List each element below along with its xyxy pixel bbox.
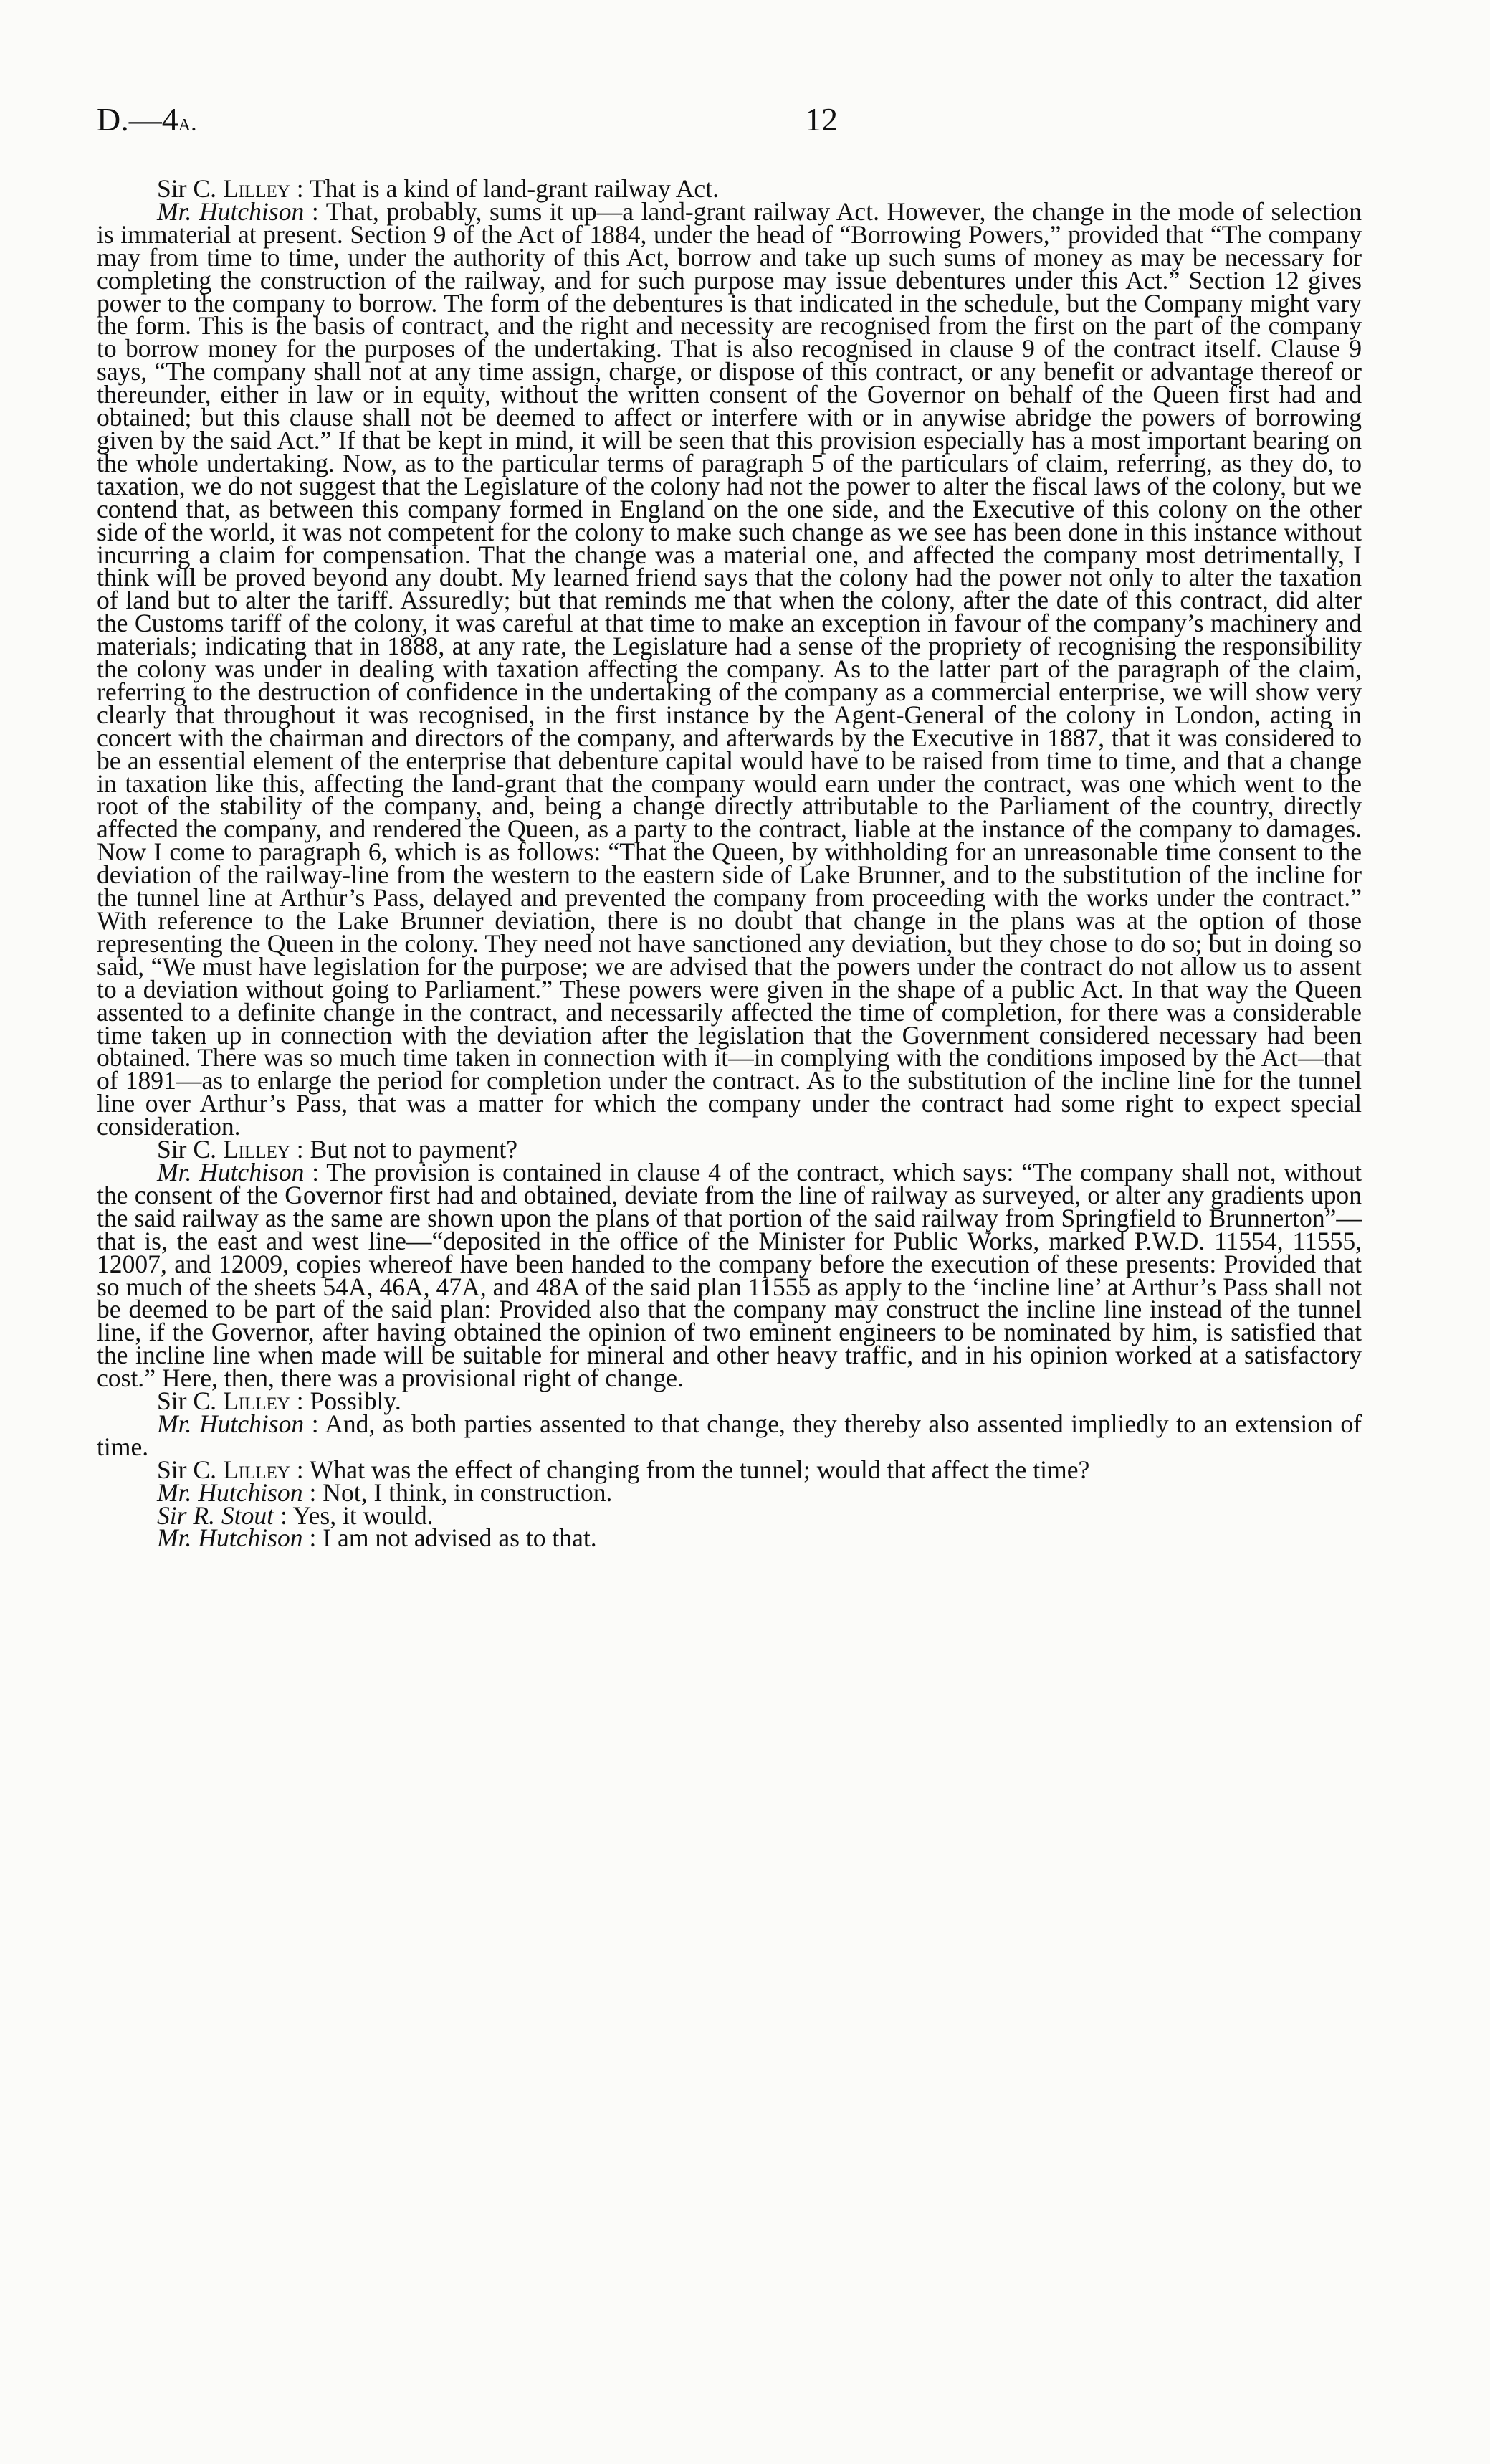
speaker-name: Mr. Hutchison xyxy=(157,1157,305,1186)
speaker-name: Sir C. Lilley xyxy=(157,1455,290,1484)
speaker-name: Mr. Hutchison xyxy=(157,1409,305,1438)
paragraph-text: But not to payment? xyxy=(310,1135,518,1164)
transcript-paragraph: Mr. Hutchison : And, as both parties assented to that change, they thereby also assented impliedly to an extension of time. xyxy=(97,1409,1362,1461)
paragraph-text: What was the effect of changing from the tunnel; would that affect the time? xyxy=(309,1455,1090,1484)
transcript-paragraph: Mr. Hutchison : Not, I think, in construction. xyxy=(157,1478,613,1507)
speaker-name: Sir C. Lilley xyxy=(157,1135,290,1164)
speaker-name: Sir C. Lilley xyxy=(157,174,290,203)
speaker-name: Mr. Hutchison xyxy=(157,196,305,226)
paragraph-text: Not, I think, in construction. xyxy=(323,1478,613,1507)
paragraph-text: That is a kind of land-grant railway Act. xyxy=(309,174,719,203)
paragraph-text: I am not advised as to that. xyxy=(323,1523,597,1553)
transcript-paragraph: Mr. Hutchison : I am not advised as to that. xyxy=(157,1523,597,1553)
paragraph-text: That, probably, sums it up—a land-grant railway Act. However, the change in the mode of selection is immaterial at present. Section 9 of the Act of 1884, under the head of “Borrowing Powers,” provided that “The company may from time to time, under the authority of this Act, borrow and take up such sums of money as may be necessary for completing the construction of the railway, and for such purpose may issue debentures under this Act.” Section 12 gives power to the company to borrow. The form of the debentures is that indicated in the schedule, but the Company might vary the form. This is the basis of contract, and the right and necessity are recognised from the first on the part of the company to borrow money for the purposes of the undertaking. That is also recognised in clause 9 of the contract itself. Clause 9 says, “The company shall not at any time assign, charge, or dispose of this contract, or any benefit or advantage thereof or thereunder, either in law or in equity, without the written consent of the Governor on behalf of the Queen first had and obtained; but this clause shall not be deemed to affect or interfere with or in anywise abridge the powers of borrowing given by the said Act.” If that be kept in mind, it will be seen that this provision especially has a most important bearing on the whole undertaking. Now, as to the particular terms of paragraph 5 of the particulars of claim, referring, as they do, to taxation, we do not suggest that the Legislature of the colony had not the power to alter the fiscal laws of the colony, but we contend that, as between this company formed in England on the one side, and the Executive of this colony on the other side of the world, it was not competent for the colony to make such change as we see has been done in this instance without incurring a claim for compensation. That the change was a material one, and affected the company most detrimentally, I think will be proved beyond any doubt. My learned friend says that the colony had the power not only to alter the taxation of land but to alter the tariff. Assuredly; but that reminds me that when the colony, after the date of this contract, did alter the Customs tariff of the colony, it was careful at that time to make an exception in favour of the company’s machinery and materials; indicating that in 1888, at any rate, the Legislature had a sense of the propriety of recognising the responsibility the colony was under in dealing with taxation affecting the company. As to the latter part of the paragraph of the claim, referring to the destruction of confidence in the undertaking of the company as a commercial enterprise, we will show very clearly that throughout it was recognised, in the first instance by the Agent-General of the colony in London, acting in concert with the chairman and directors of the company, and afterwards by the Executive in 1887, that it was considered to be an essential element of the enterprise that debenture capital would have to be raised from time to time, and that a change in taxation like this, affecting the land-grant that the company would earn under the contract, was one which went to the root of the stability of the company, and, being a change directly attributable to the Parliament of the country, directly affected the company, and rendered the Queen, as a party to the contract, liable at the instance of the company to damages. Now I come to paragraph 6, which is as follows: “That the Queen, by withholding for an unreasonable time consent to the deviation of the railway-line from the western to the eastern side of Lake Brunner, and to the substitution of the incline for the tunnel line at Arthur’s Pass, delayed and prevented the company from proceeding with the works under the contract.” With reference to the Lake Brunner deviation, there is no doubt that change in the plans was at the option of those representing the Queen in the colony. They need not have sanctioned any deviation, but they chose to do so; but in doing so said, “We must have legislation for the purpose; we are advised that the powers under the contract do not allow us to assent to a deviation without going to Parliament.” These powers were given in the shape of a public Act. In that way the Queen assented to a definite change in the contract, and necessarily affected the time of completion, for there was a considerable time taken up in connection with the deviation after the legislation that the Government considered necessary had been obtained. There was so much time taken in connection with it—in complying with the conditions imposed by the Act—that of 1891—as to enlarge the period for completion under the contract. As to the substitution of the incline line for the tunnel line over Arthur’s Pass, that was a matter for which the company under the contract had some right to expect special consideration. xyxy=(97,196,1362,1141)
page-header xyxy=(97,100,1412,158)
paragraph-text: And, as both parties assented to that change, they thereby also assented impliedly to an extension of time. xyxy=(97,1409,1362,1461)
speaker-name: Sir R. Stout xyxy=(157,1500,274,1530)
speaker-name: Sir C. Lilley xyxy=(157,1386,290,1416)
transcript-paragraph: Sir C. Lilley : What was the effect of changing from the tunnel; would that affect the time? xyxy=(157,1455,1090,1484)
transcript-paragraph: Mr. Hutchison : The provision is contained in clause 4 of the contract, which says: “The company shall not, without the consent of the Governor first had and obtained, deviate from the line of railway as surveyed, or alter any gradients upon the said railway as the same are shown upon the plans of that portion of the said railway from Springfield to Brunnerton”—that is, the east and west line—“deposited in the office of the Minister for Public Works, marked P.W.D. 11554, 11555, 12007, and 12009, copies whereof have been handed to the company before the execution of these presents: Provided that so much of the sheets 54A, 46A, 47A, and 48A of the said plan 11555 as apply to the ‘incline line’ at Arthur’s Pass shall not be deemed to be part of the said plan: Provided also that the company may construct the incline line instead of the tunnel line, if the Governor, after having obtained the opinion of two eminent engineers to be nominated by him, is satisfied that the incline line when made will be suitable for mineral and other heavy traffic, and in his opinion worked at a satisfactory cost.” Here, then, there was a provisional right of change. xyxy=(97,1157,1362,1393)
transcript-paragraph: Sir C. Lilley : Possibly. xyxy=(157,1386,401,1416)
paragraph-text: Yes, it would. xyxy=(292,1500,434,1530)
transcript-paragraph: Sir C. Lilley : That is a kind of land-grant railway Act. xyxy=(157,174,719,203)
speaker-name: Mr. Hutchison xyxy=(157,1478,303,1507)
document-reference: D.—4a. xyxy=(97,101,197,138)
transcript-paragraph: Sir R. Stout : Yes, it would. xyxy=(157,1500,434,1530)
transcript-paragraph: Mr. Hutchison : That, probably, sums it up—a land-grant railway Act. However, the change in the mode of selection is immaterial at present. Section 9 of the Act of 1884, under the head of “Borrowing Powers,” provided that “The company may from time to time, under the authority of this Act, borrow and take up such sums of money as may be necessary for completing the construction of the railway, and for such purpose may issue debentures under this Act.” Section 12 gives power to the company to borrow. The form of the debentures is that indicated in the schedule, but the Company might vary the form. This is the basis of contract, and the right and necessity are recognised from the first on the part of the company to borrow money for the purposes of the undertaking. That is also recognised in clause 9 of the contract itself. Clause 9 says, “The company shall not at any time assign, charge, or dispose of this contract, or any benefit or advantage thereof or thereunder, either in law or in equity, without the written consent of the Governor on behalf of the Queen first had and obtained; but this clause shall not be deemed to affect or interfere with or in anywise abridge the powers of borrowing given by the said Act.” If that be kept in mind, it will be seen that this provision especially has a most important bearing on the whole undertaking. Now, as to the particular terms of paragraph 5 of the particulars of claim, referring, as they do, to taxation, we do not suggest that the Legislature of the colony had not the power to alter the fiscal laws of the colony, but we contend that, as between this company formed in England on the one side, and the Executive of this colony on the other side of the world, it was not competent for the colony to make such change as we see has been done in this instance without incurring a claim for compensation. That the change was a material one, and affected the company most detrimentally, I think will be proved beyond any doubt. My learned friend says that the colony had the power not only to alter the taxation of land but to alter the tariff. Assuredly; but that reminds me that when the colony, after the date of this contract, did alter the Customs tariff of the colony, it was careful at that time to make an exception in favour of the company’s machinery and materials; indicating that in 1888, at any rate, the Legislature had a sense of the propriety of recognising the responsibility the colony was under in dealing with taxation affecting the company. As to the latter part of the paragraph of the claim, referring to the destruction of confidence in the undertaking of the company as a commercial enterprise, we will show very clearly that throughout it was recognised, in the first instance by the Agent-General of the colony in London, acting in concert with the chairman and directors of the company, and afterwards by the Executive in 1887, that it was considered to be an essential element of the enterprise that debenture capital would have to be raised from time to time, and that a change in taxation like this, affecting the land-grant that the company would earn under the contract, was one which went to the root of the stability of the company, and, being a change directly attributable to the Parliament of the country, directly affected the company, and rendered the Queen, as a party to the contract, liable at the instance of the company to damages. Now I come to paragraph 6, which is as follows: “That the Queen, by withholding for an unreasonable time consent to the deviation of the railway-line from the western to the eastern side of Lake Brunner, and to the substitution of the incline for the tunnel line at Arthur’s Pass, delayed and prevented the company from proceeding with the works under the contract.” With reference to the Lake Brunner deviation, there is no doubt that change in the plans was at the option of those representing the Queen in the colony. They need not have sanctioned any deviation, but they chose to do so; but in doing so said, “We must have legislation for the purpose; we are advised that the powers under the contract do not allow us to assent to a deviation without going to Parliament.” These powers were given in the shape of a public Act. In that way the Queen assented to a definite change in the contract, and necessarily affected the time of completion, for there was a considerable time taken up in connection with the deviation after the legislation that the Government considered necessary had been obtained. There was so much time taken in connection with it—in complying with the conditions imposed by the Act—that of 1891—as to enlarge the period for completion under the contract. As to the substitution of the incline line for the tunnel line over Arthur’s Pass, that was a matter for which the company under the contract had some right to expect special consideration. xyxy=(97,196,1362,1141)
transcript-body xyxy=(97,174,1362,1553)
paragraph-text: The provision is contained in clause 4 of the contract, which says: “The company shall not, without the consent of the Governor first had and obtained, deviate from the line of railway as surveyed, or alter any gradients upon the said railway as the same are shown upon the plans of that portion of the said railway from Springfield to Brunnerton”—that is, the east and west line—“deposited in the office of the Minister for Public Works, marked P.W.D. 11554, 11555, 12007, and 12009, copies whereof have been handed to the company before the execution of these presents: Provided that so much of the sheets 54A, 46A, 47A, and 48A of the said plan 11555 as apply to the ‘incline line’ at Arthur’s Pass shall not be deemed to be part of the said plan: Provided also that the company may construct the incline line instead of the tunnel line, if the Governor, after having obtained the opinion of two eminent engineers to be nominated by him, is satisfied that the incline line when made will be suitable for mineral and other heavy traffic, and in his opinion worked at a satisfactory cost.” Here, then, there was a provisional right of change. xyxy=(97,1157,1362,1393)
transcript-paragraph: Sir C. Lilley : But not to payment? xyxy=(157,1135,518,1164)
speaker-name: Mr. Hutchison xyxy=(157,1523,303,1553)
page-number: 12 xyxy=(805,101,838,138)
paragraph-text: Possibly. xyxy=(310,1386,401,1416)
